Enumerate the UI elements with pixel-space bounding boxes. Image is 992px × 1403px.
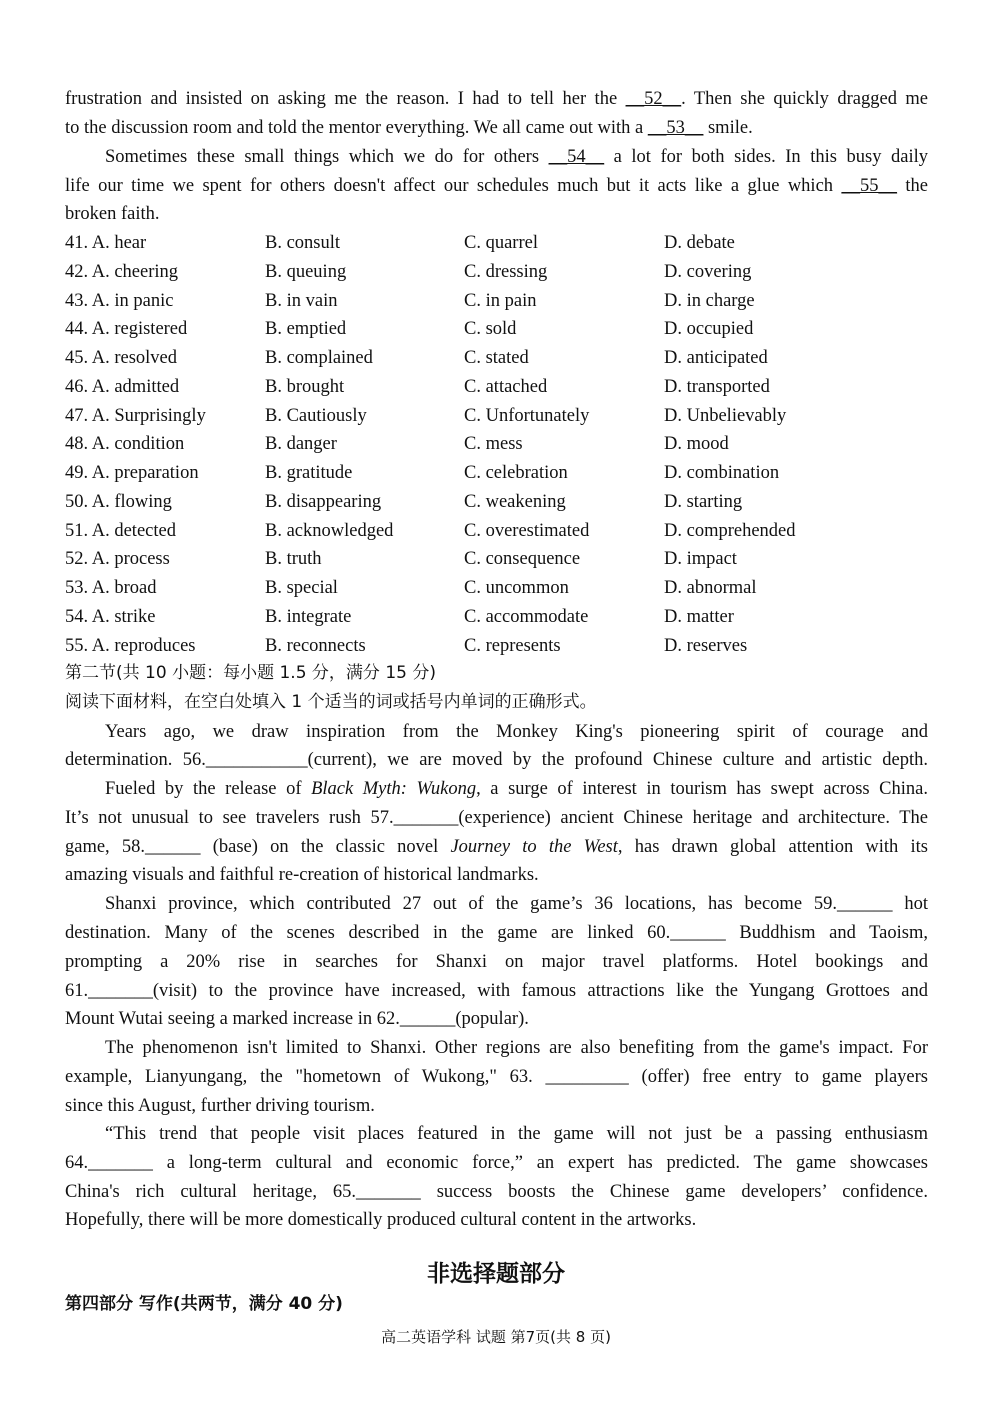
option-a: 43. A. in panic (65, 290, 174, 311)
question-row (65, 375, 928, 399)
option-a: 55. A. reproduces (65, 635, 196, 656)
option-c: C. mess (464, 434, 523, 455)
option-b: B. danger (265, 434, 337, 455)
option-b: B. truth (265, 549, 322, 570)
passage2-line: since this August, further driving tourism. (65, 1096, 375, 1116)
question-row (65, 317, 928, 341)
question-row (65, 432, 928, 456)
game-title: Black Myth: Wukong (311, 779, 477, 799)
passage2-line: amazing visuals and faithful re-creation of historical landmarks. (65, 865, 539, 885)
question-row (65, 576, 928, 600)
passage-line-4 (65, 174, 928, 198)
blank-54: __54__ (548, 147, 605, 167)
passage-text: . Then she quickly dragged me (681, 89, 928, 109)
question-row (65, 404, 928, 428)
passage2-line (105, 777, 928, 801)
part4-heading: 第四部分 写作(共两节，满分 40 分) (65, 1294, 343, 1314)
passage2-line: prompting a 20% rise in searches for Shanxi on major travel platforms. Hotel bookings and (65, 952, 928, 972)
option-b: B. special (265, 578, 338, 598)
option-b: B. brought (265, 376, 345, 397)
passage-text: broken faith. (65, 204, 160, 224)
passage2-line: China's rich cultural heritage, 65._______ success boosts the Chinese game developers’ confidence. (65, 1182, 928, 1202)
option-b: B. acknowledged (265, 520, 394, 541)
passage-line-3 (105, 145, 928, 169)
option-b: B. Cautiously (265, 405, 367, 426)
question-row (65, 519, 928, 543)
passage2-line: destination. Many of the scenes described in the game are linked 60.______ Buddhism and Taoism, (65, 923, 928, 943)
blank-55: __55__ (841, 176, 897, 196)
page-footer: 高二英语学科 试题 第7页(共 8 页) (381, 1328, 611, 1346)
option-b: B. emptied (265, 319, 347, 340)
passage-text: the (896, 176, 928, 196)
question-row (65, 346, 928, 370)
option-b: B. queuing (265, 261, 347, 282)
option-d: D. abnormal (664, 578, 757, 598)
option-d: D. Unbelievably (664, 405, 787, 426)
passage-text: , has drawn global attention with its (617, 837, 928, 857)
option-d: D. transported (664, 376, 770, 397)
option-b: B. in vain (265, 290, 338, 311)
option-c: C. uncommon (464, 578, 569, 598)
option-b: B. integrate (265, 606, 352, 627)
option-a: 51. A. detected (65, 520, 176, 541)
passage2-line: “This trend that people visit places featured in the game will not just be a passing enthusiasm (105, 1124, 928, 1144)
passage-line-2 (65, 116, 928, 140)
option-c: C. sold (464, 319, 517, 340)
option-c: C. in pain (464, 290, 537, 311)
blank-53: __53__ (647, 118, 704, 138)
question-row (65, 605, 928, 629)
option-a: 53. A. broad (65, 578, 157, 598)
option-d: D. anticipated (664, 348, 768, 368)
question-row (65, 289, 928, 313)
question-row (65, 260, 928, 284)
passage2-line: 61._______(visit) to the province have increased, with famous attractions like the Yungang Grottoes and (65, 981, 928, 1001)
option-b: B. consult (265, 233, 341, 253)
option-d: D. starting (664, 491, 743, 512)
option-a: 47. A. Surprisingly (65, 405, 206, 426)
passage-text: to the discussion room and told the mentor everything. We all came out with a (65, 118, 648, 138)
option-d: D. comprehended (664, 520, 796, 541)
question-row (65, 490, 928, 514)
passage2-line: Mount Wutai seeing a marked increase in 62.______(popular). (65, 1009, 529, 1029)
option-c: C. overestimated (464, 520, 590, 541)
option-c: C. consequence (464, 549, 581, 570)
option-d: D. combination (664, 463, 780, 483)
option-b: B. gratitude (265, 463, 353, 483)
passage2-line: determination. 56.___________(current), we are moved by the profound Chinese culture and artistic depth. (65, 750, 928, 770)
passage-text: Fueled by the release of (105, 779, 312, 799)
passage2-line: Hopefully, there will be more domestically produced cultural content in the artworks. (65, 1210, 697, 1230)
option-d: D. in charge (664, 290, 755, 311)
passage-text: smile. (703, 118, 753, 138)
option-b: B. reconnects (265, 635, 366, 656)
option-a: 54. A. strike (65, 606, 156, 627)
option-a: 52. A. process (65, 549, 170, 570)
option-c: C. Unfortunately (464, 405, 590, 426)
option-a: 49. A. preparation (65, 463, 199, 483)
non-choice-heading: 非选择题部分 (427, 1261, 565, 1287)
passage2-line: example, Lianyungang, the "hometown of Wukong," 63. _________ (offer) free entry to game players (65, 1067, 928, 1087)
blank-52: __52__ (625, 89, 682, 109)
passage-line-5 (65, 202, 928, 226)
option-d: D. impact (664, 549, 737, 570)
question-row (65, 461, 928, 485)
passage-line-1 (65, 87, 928, 111)
section2-instruction: 阅读下面材料，在空白处填入 1 个适当的词或括号内单词的正确形式。 (65, 692, 597, 712)
option-b: B. disappearing (265, 491, 382, 512)
passage2-line: Years ago, we draw inspiration from the Monkey King's pioneering spirit of courage and (105, 722, 928, 742)
option-a: 46. A. admitted (65, 376, 180, 397)
option-a: 44. A. registered (65, 319, 188, 340)
option-a: 42. A. cheering (65, 261, 179, 282)
passage-text: life our time we spent for others doesn't affect our schedules much but it acts like a glue which (65, 176, 842, 196)
novel-title: Journey to the West (450, 837, 618, 857)
option-c: C. stated (464, 348, 529, 368)
option-c: C. celebration (464, 463, 568, 483)
question-row (65, 547, 928, 571)
option-a: 48. A. condition (65, 434, 185, 455)
question-row (65, 634, 928, 658)
passage-text: a lot for both sides. In this busy daily (604, 147, 928, 167)
passage-text: game, 58.______ (base) on the classic novel (65, 837, 451, 857)
option-d: D. matter (664, 606, 734, 627)
passage2-line: It’s not unusual to see travelers rush 57._______(experience) ancient Chinese heritage and architecture. The (65, 808, 928, 828)
option-c: C. accommodate (464, 606, 589, 627)
passage2-line: The phenomenon isn't limited to Shanxi. Other regions are also benefiting from the game's impact. For (105, 1038, 928, 1058)
option-c: C. weakening (464, 491, 566, 512)
section2-heading: 第二节(共 10 小题：每小题 1.5 分，满分 15 分) (65, 663, 436, 683)
option-d: D. debate (664, 233, 735, 253)
passage2-line: Shanxi province, which contributed 27 out of the game’s 36 locations, has become 59.______ hot (105, 894, 928, 914)
option-a: 41. A. hear (65, 233, 147, 253)
passage2-line: 64._______ a long-term cultural and economic force,” an expert has predicted. The game showcases (65, 1153, 928, 1173)
passage2-line (65, 835, 928, 859)
passage-text: , a surge of interest in tourism has swept across China. (476, 779, 928, 799)
passage-text: frustration and insisted on asking me the reason. I had to tell her the (65, 89, 626, 109)
option-a: 45. A. resolved (65, 348, 178, 368)
passage-text: Sometimes these small things which we do for others (105, 147, 549, 167)
option-d: D. reserves (664, 635, 748, 656)
option-c: C. quarrel (464, 233, 538, 253)
option-b: B. complained (265, 348, 373, 368)
option-d: D. occupied (664, 319, 754, 340)
option-d: D. covering (664, 261, 752, 282)
option-c: C. attached (464, 376, 548, 397)
option-c: C. represents (464, 635, 561, 656)
option-c: C. dressing (464, 261, 548, 282)
option-d: D. mood (664, 434, 729, 455)
question-row (65, 231, 928, 255)
option-a: 50. A. flowing (65, 491, 172, 512)
